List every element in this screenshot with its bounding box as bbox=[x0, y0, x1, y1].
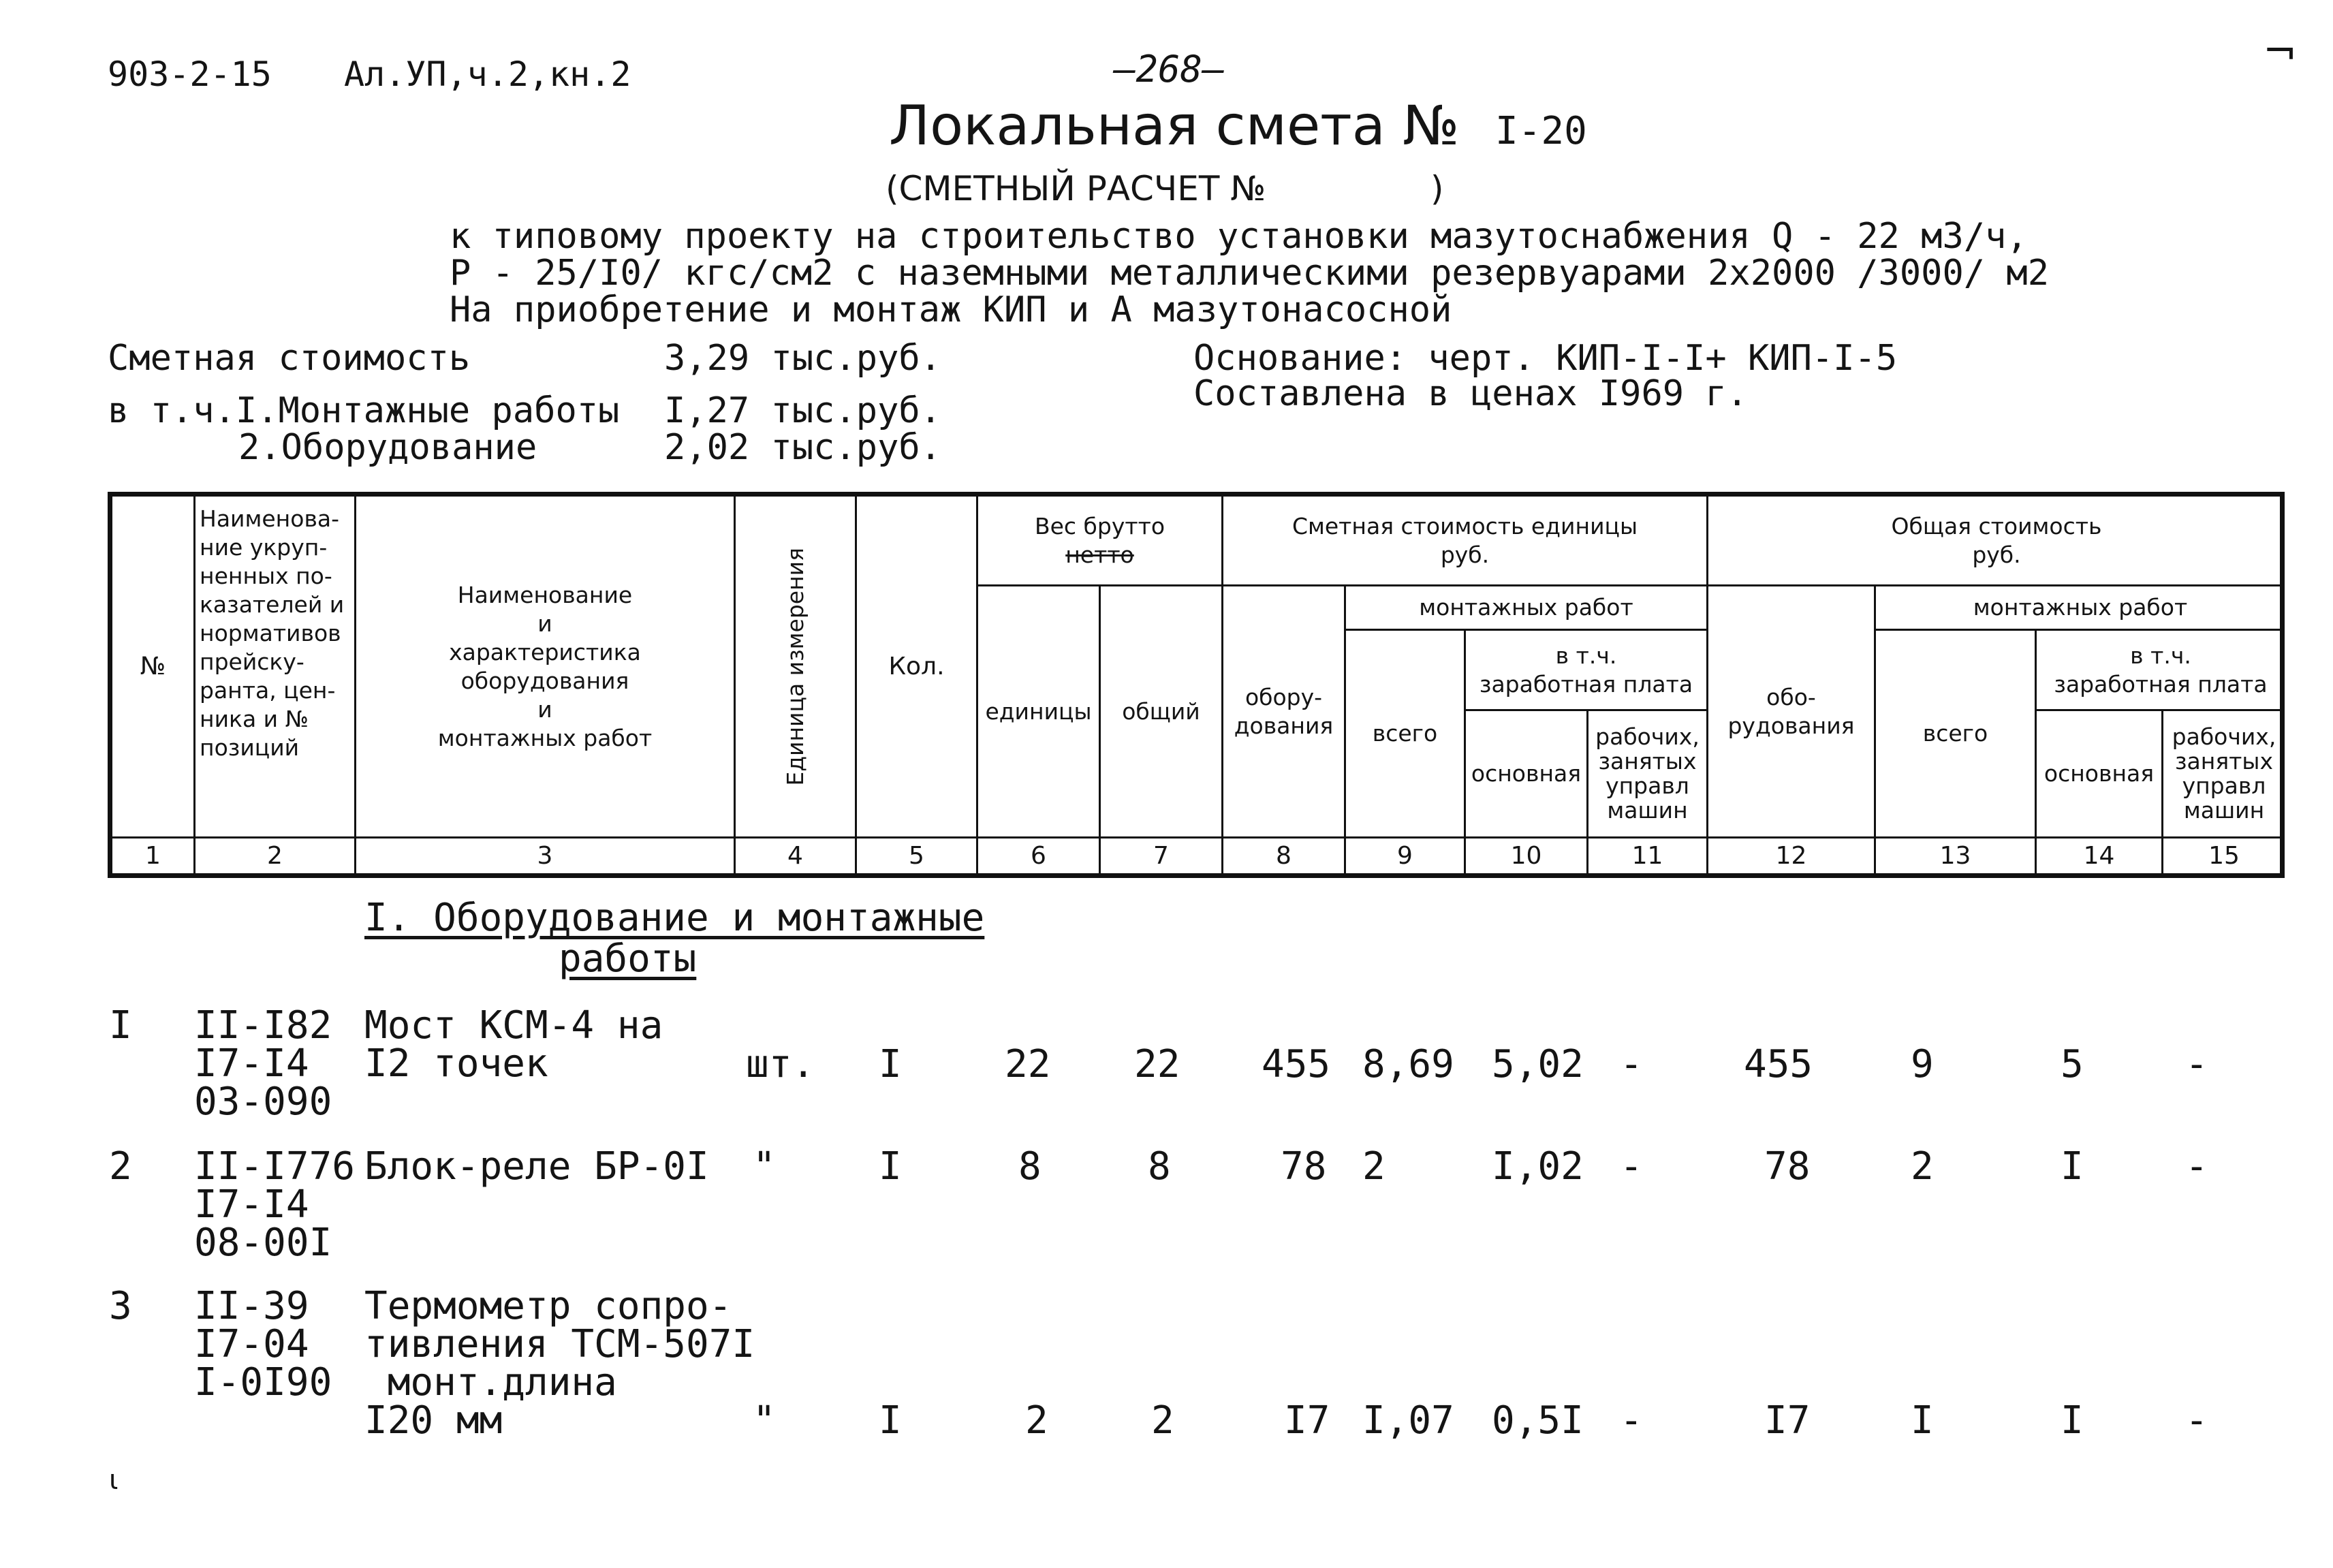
item-quantity: I bbox=[879, 1144, 902, 1189]
weight-net-label: нетто bbox=[1065, 541, 1134, 568]
col-header-13: всего bbox=[1876, 631, 2037, 838]
page-number: —268— bbox=[1114, 48, 1225, 91]
col-number-11: 11 bbox=[1588, 838, 1708, 873]
col-number-5: 5 bbox=[857, 838, 978, 873]
item-total-install: 9 bbox=[1911, 1042, 1934, 1086]
item-unit-equipment-cost: 78 bbox=[1281, 1144, 1327, 1189]
col-number-7: 7 bbox=[1101, 838, 1223, 873]
item-quantity: I bbox=[879, 1398, 902, 1443]
corner-mark: ¬ bbox=[2263, 27, 2298, 75]
unit-wage-group-header: в т.ч. заработная плата bbox=[1466, 631, 1708, 711]
estimate-number: I-20 bbox=[1495, 109, 1587, 153]
total-wage-group-header: в т.ч. заработная плата bbox=[2037, 631, 2285, 711]
item-unit-install-total: I,07 bbox=[1362, 1398, 1454, 1443]
description-line-3: На приобретение и монтаж КИП и А мазутонасосной bbox=[450, 289, 1452, 330]
item-name-line: монт.длина bbox=[364, 1360, 617, 1405]
unit-install-group-header: монтажных работ bbox=[1346, 586, 1708, 631]
item-weight-total: 2 bbox=[1151, 1398, 1174, 1443]
item-unit-wage-main: 5,02 bbox=[1492, 1042, 1584, 1086]
col-header-2: Наименова- ние укруп- ненных по- казателей и нормативов прейску- ранта, цен- ника и № позиций bbox=[195, 497, 356, 838]
col-number-1: 1 bbox=[112, 838, 195, 873]
col-number-4: 4 bbox=[736, 838, 857, 873]
album-reference: Ал.УП,ч.2,кн.2 bbox=[344, 54, 631, 94]
col-number-6: 6 bbox=[978, 838, 1101, 873]
equipment-cost-value: 2,02 тыс.руб. bbox=[664, 427, 941, 468]
item-name-line: I20 мм bbox=[364, 1398, 503, 1443]
item-name bbox=[364, 1003, 663, 1086]
col-header-4 bbox=[736, 497, 857, 838]
col-number-3: 3 bbox=[356, 838, 736, 873]
item-unit-wage-main: I,02 bbox=[1492, 1144, 1584, 1189]
item-unit-wage-machines: - bbox=[1620, 1144, 1643, 1189]
item-weight-total: 8 bbox=[1148, 1144, 1171, 1189]
section-heading-line-1 bbox=[364, 896, 984, 940]
col-number-12: 12 bbox=[1708, 838, 1876, 873]
item-weight-unit: 8 bbox=[1018, 1144, 1042, 1189]
unit-cost-group-header: Сметная стоимость единицы руб. bbox=[1223, 497, 1708, 586]
item-total-equipment-cost: I7 bbox=[1764, 1398, 1811, 1443]
footer-mark: ι bbox=[109, 1464, 119, 1496]
item-unit: " bbox=[753, 1144, 776, 1189]
item-total-wage-main: I bbox=[2061, 1144, 2084, 1189]
item-total-install: I bbox=[1911, 1398, 1934, 1443]
col-number-2: 2 bbox=[195, 838, 356, 873]
item-total-wage-main: I bbox=[2061, 1398, 2084, 1443]
item-code: II-39 bbox=[194, 1284, 309, 1328]
col-header-6: единицы bbox=[978, 586, 1101, 838]
total-cost-value: 3,29 тыс.руб. bbox=[664, 338, 941, 379]
item-codes bbox=[194, 1003, 332, 1124]
col-header-10: основная bbox=[1466, 711, 1588, 838]
col-header-14: основная bbox=[2037, 711, 2163, 838]
weight-group-header bbox=[978, 497, 1223, 586]
col-number-10: 10 bbox=[1466, 838, 1588, 873]
col-number-14: 14 bbox=[2037, 838, 2163, 873]
col-number-13: 13 bbox=[1876, 838, 2037, 873]
install-cost-value: I,27 тыс.руб. bbox=[664, 390, 941, 431]
item-total-wage-machines: - bbox=[2185, 1398, 2208, 1443]
item-total-wage-machines: - bbox=[2185, 1042, 2208, 1086]
item-unit-equipment-cost: 455 bbox=[1262, 1042, 1331, 1086]
col-header-8: обору- дования bbox=[1223, 586, 1346, 838]
total-cost-label: Сметная стоимость bbox=[108, 338, 471, 379]
item-weight-unit: 2 bbox=[1025, 1398, 1048, 1443]
col-number-8: 8 bbox=[1223, 838, 1346, 873]
col-header-3: Наименование и характеристика оборудования и монтажных работ bbox=[356, 497, 736, 838]
col-header-7: общий bbox=[1101, 586, 1223, 838]
basis-drawings: Основание: черт. КИП-I-I+ КИП-I-5 bbox=[1193, 338, 1898, 379]
item-name-line: Блок-реле БР-0I bbox=[364, 1144, 709, 1189]
item-name-line: Термометр сопро- bbox=[364, 1284, 732, 1328]
item-unit-wage-machines: - bbox=[1620, 1398, 1643, 1443]
total-install-group-header: монтажных работ bbox=[1876, 586, 2285, 631]
estimate-table-header bbox=[108, 492, 2285, 878]
item-code: II-I776 bbox=[194, 1144, 356, 1189]
item-code: 08-00I bbox=[194, 1221, 332, 1265]
item-number: 3 bbox=[109, 1284, 132, 1328]
item-total-equipment-cost: 455 bbox=[1744, 1042, 1813, 1086]
total-cost-group-header: Общая стоимость руб. bbox=[1708, 497, 2285, 586]
section-heading-line-2: работы bbox=[559, 937, 697, 981]
item-name-line: тивления ТСМ-507I bbox=[364, 1322, 755, 1366]
col-number-9: 9 bbox=[1346, 838, 1466, 873]
item-weight-unit: 22 bbox=[1005, 1042, 1051, 1086]
col-header-4-text: Единица измерения bbox=[781, 547, 809, 786]
item-code: I-0I90 bbox=[194, 1360, 332, 1405]
item-unit-install-total: 8,69 bbox=[1362, 1042, 1454, 1086]
doc-code: 903-2-15 bbox=[108, 54, 272, 94]
item-weight-total: 22 bbox=[1134, 1042, 1180, 1086]
item-unit-wage-machines: - bbox=[1620, 1042, 1643, 1086]
section-heading-text: I. Оборудование и монтажные bbox=[364, 896, 985, 940]
install-cost-label: в т.ч.I.Монтажные работы bbox=[108, 390, 620, 431]
item-code: 03-090 bbox=[194, 1080, 332, 1124]
item-code: I7-04 bbox=[194, 1322, 309, 1366]
basis-price-year: Составлена в ценах I969 г. bbox=[1193, 373, 1748, 414]
item-name-line: Мост КСМ-4 на bbox=[364, 1003, 663, 1048]
estimate-title: Локальная смета № bbox=[889, 94, 1460, 157]
weight-gross-label: Вес брутто bbox=[1034, 512, 1165, 539]
item-code: I7-I4 bbox=[194, 1182, 309, 1227]
item-total-equipment-cost: 78 bbox=[1764, 1144, 1811, 1189]
col-header-9: всего bbox=[1346, 631, 1466, 838]
item-total-wage-main: 5 bbox=[2061, 1042, 2084, 1086]
description-line-1: к типовому проекту на строительство установки мазутоснабжения Q - 22 м3/ч, bbox=[450, 216, 2028, 257]
item-name-line: I2 точек bbox=[364, 1041, 548, 1086]
col-header-5: Кол. bbox=[857, 497, 978, 838]
item-codes bbox=[194, 1284, 332, 1405]
subtitle-label: (СМЕТНЫЙ РАСЧЕТ № bbox=[886, 169, 1266, 208]
item-number: I bbox=[109, 1003, 132, 1048]
item-code: II-I82 bbox=[194, 1003, 332, 1048]
col-header-11: рабочих, занятых управл машин bbox=[1588, 711, 1708, 838]
item-total-wage-machines: - bbox=[2185, 1144, 2208, 1189]
section-heading bbox=[364, 898, 984, 939]
col-header-15: рабочих, занятых управл машин bbox=[2163, 711, 2285, 838]
item-unit-equipment-cost: I7 bbox=[1284, 1398, 1330, 1443]
item-name bbox=[364, 1284, 755, 1443]
col-header-12: обо- рудования bbox=[1708, 586, 1876, 838]
item-unit: " bbox=[753, 1398, 776, 1443]
subtitle-close: ) bbox=[1430, 169, 1444, 208]
col-header-1: № bbox=[112, 497, 195, 838]
col-number-15: 15 bbox=[2208, 841, 2240, 870]
description-line-2: Р - 25/I0/ кгс/см2 с наземными металлическими резервуарами 2х2000 /3000/ м2 bbox=[450, 253, 2049, 294]
item-number: 2 bbox=[109, 1144, 132, 1189]
item-code: I7-I4 bbox=[194, 1041, 309, 1086]
item-unit: шт. bbox=[746, 1042, 815, 1086]
item-name bbox=[364, 1144, 709, 1189]
item-unit-wage-main: 0,5I bbox=[1492, 1398, 1584, 1443]
item-codes bbox=[194, 1144, 356, 1265]
item-unit-install-total: 2 bbox=[1362, 1144, 1385, 1189]
equipment-cost-label: 2.Оборудование bbox=[238, 427, 537, 468]
item-quantity: I bbox=[879, 1042, 902, 1086]
item-total-install: 2 bbox=[1911, 1144, 1934, 1189]
